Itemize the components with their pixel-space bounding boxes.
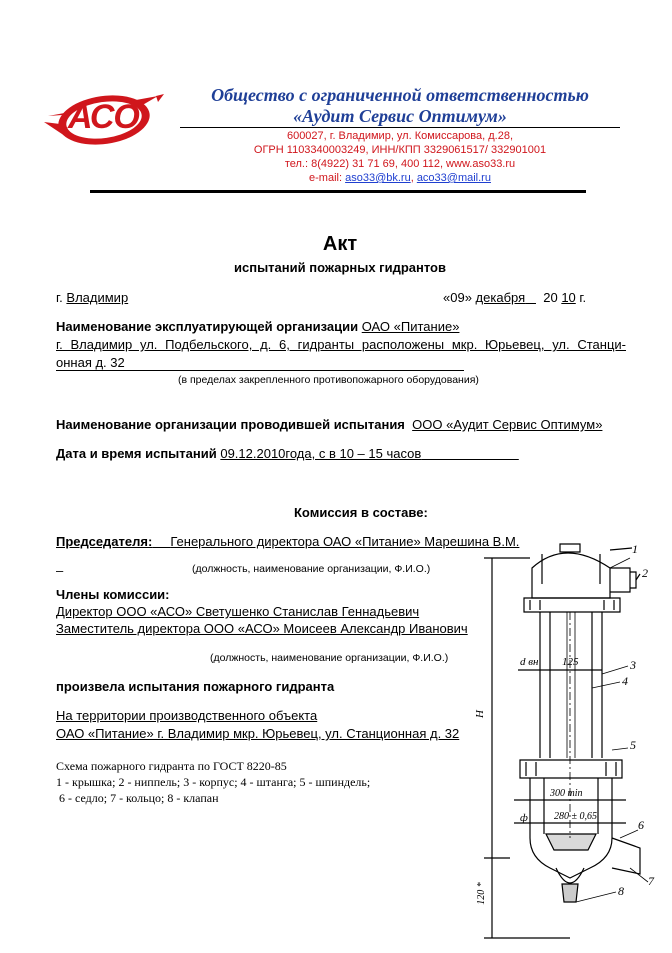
doc-title: Акт: [322, 233, 358, 255]
scheme-legend-1: 1 - крышка; 2 - ниппель; 3 - корпус; 4 - штанга; 5 - шпиндель;: [56, 775, 371, 789]
org-address: 600027, г. Владимир, ул. Комиссарова, д.28,: [286, 130, 514, 142]
member-1: Директор ООО «АСО» Светушенко Станислав Геннадьевич: [56, 604, 420, 619]
email-label: e-mail:: [309, 172, 343, 184]
city-line: [56, 290, 128, 305]
location-1: На территории производственного объекта: [56, 708, 318, 723]
location-2: ОАО «Питание» г. Владимир мкр. Юрьевец, ул. Станционная д. 32: [56, 726, 460, 741]
datetime-value: 09.12.2010года, с в 10 – 15 часов: [220, 446, 422, 461]
chair-label: Председателя:: [56, 534, 153, 549]
scheme-legend-2: 6 - седло; 7 - кольцо; 8 - клапан: [59, 791, 219, 805]
chair-line: [56, 534, 519, 549]
email-link-2[interactable]: aco33@mail.ru: [416, 172, 491, 184]
tester-label: Наименование организации проводившей испытания: [56, 417, 405, 432]
member-2: Заместитель директора ООО «АСО» Моисеев Александр Иванович: [56, 621, 468, 636]
operator-address-rule: [56, 370, 464, 371]
org-name-line2: «Аудит Сервис Оптимум»: [293, 106, 507, 126]
email-link-1[interactable]: aso33@bk.ru: [345, 172, 411, 184]
org-email: [190, 172, 610, 184]
tester-name: ООО «Аудит Сервис Оптимум»: [412, 417, 603, 432]
date-year-suffix: г.: [579, 290, 587, 305]
members-label: Члены комиссии:: [56, 587, 170, 602]
date-year: 10: [561, 290, 576, 305]
operator-address-2: онная д. 32: [56, 355, 125, 370]
operator-line: [56, 319, 459, 334]
city-prefix: г.: [56, 290, 63, 305]
org-registration: ОГРН 1103340003249, ИНН/КПП 3329061517/ 332901001: [253, 144, 547, 156]
drawing-dim-phi: ф: [520, 812, 528, 824]
datetime-line: [56, 446, 519, 461]
commission-title: Комиссия в составе:: [294, 505, 428, 520]
city: Владимир: [66, 290, 129, 305]
drawing-dim-125: 125: [562, 656, 579, 668]
members-note: (должность, наименование организации, Ф.И.О.): [210, 652, 449, 664]
date-day: «09»: [443, 290, 472, 305]
header-rule-thick: [90, 190, 586, 193]
drawing-dim-h: H: [473, 710, 486, 718]
drawing-label-4: 4: [622, 674, 628, 688]
header-rule-thin: [180, 127, 620, 128]
operator-note: (в пределах закрепленного противопожарного оборудования): [178, 374, 479, 386]
date-year-prefix: 20: [543, 290, 558, 305]
hydrant-drawing: [470, 538, 670, 948]
chair-value: Генерального директора ОАО «Питание» Марешина В.М.: [170, 534, 520, 549]
email-separator: ,: [410, 172, 414, 184]
drawing-dim-120: 120 *: [475, 882, 487, 905]
doc-subtitle: испытаний пожарных гидрантов: [234, 260, 446, 275]
operator-address-1: г. Владимир ул. Подбельского, д. 6, гидранты расположены мкр. Юрьевец, ул. Станци-: [56, 337, 626, 352]
drawing-label-3: 3: [630, 658, 636, 672]
date-month: декабря: [475, 290, 526, 305]
logo-text: АСО: [68, 98, 139, 136]
drawing-label-7: 7: [648, 874, 654, 888]
tester-line: [56, 417, 602, 432]
chair-note: (должность, наименование организации, Ф.И.О.): [192, 563, 431, 575]
drawing-label-8: 8: [618, 884, 624, 898]
drawing-label-2: 2: [642, 566, 648, 580]
org-name-line1: Общество с ограниченной ответственностью: [211, 85, 589, 105]
scheme-title: Схема пожарного гидранта по ГОСТ 8220-85: [56, 759, 287, 773]
performed-label: произвела испытания пожарного гидранта: [56, 679, 335, 694]
company-logo: [38, 82, 168, 152]
drawing-dim-280: 280 ± 0,65: [554, 811, 597, 822]
org-phone: тел.: 8(4922) 31 71 69, 400 112, www.aso33.ru: [284, 158, 516, 170]
operator-label: Наименование эксплуатирующей организации: [56, 319, 359, 334]
drawing-dim-dbn: d вн: [520, 656, 539, 668]
datetime-label: Дата и время испытаний: [56, 446, 217, 461]
chair-dash: –: [56, 563, 64, 578]
operator-name: ОАО «Питание»: [361, 319, 460, 334]
drawing-dim-300: 300 min: [550, 788, 583, 799]
drawing-label-6: 6: [638, 818, 644, 832]
drawing-label-5: 5: [630, 738, 636, 752]
drawing-label-1: 1: [632, 542, 638, 556]
date-line: [443, 290, 586, 305]
